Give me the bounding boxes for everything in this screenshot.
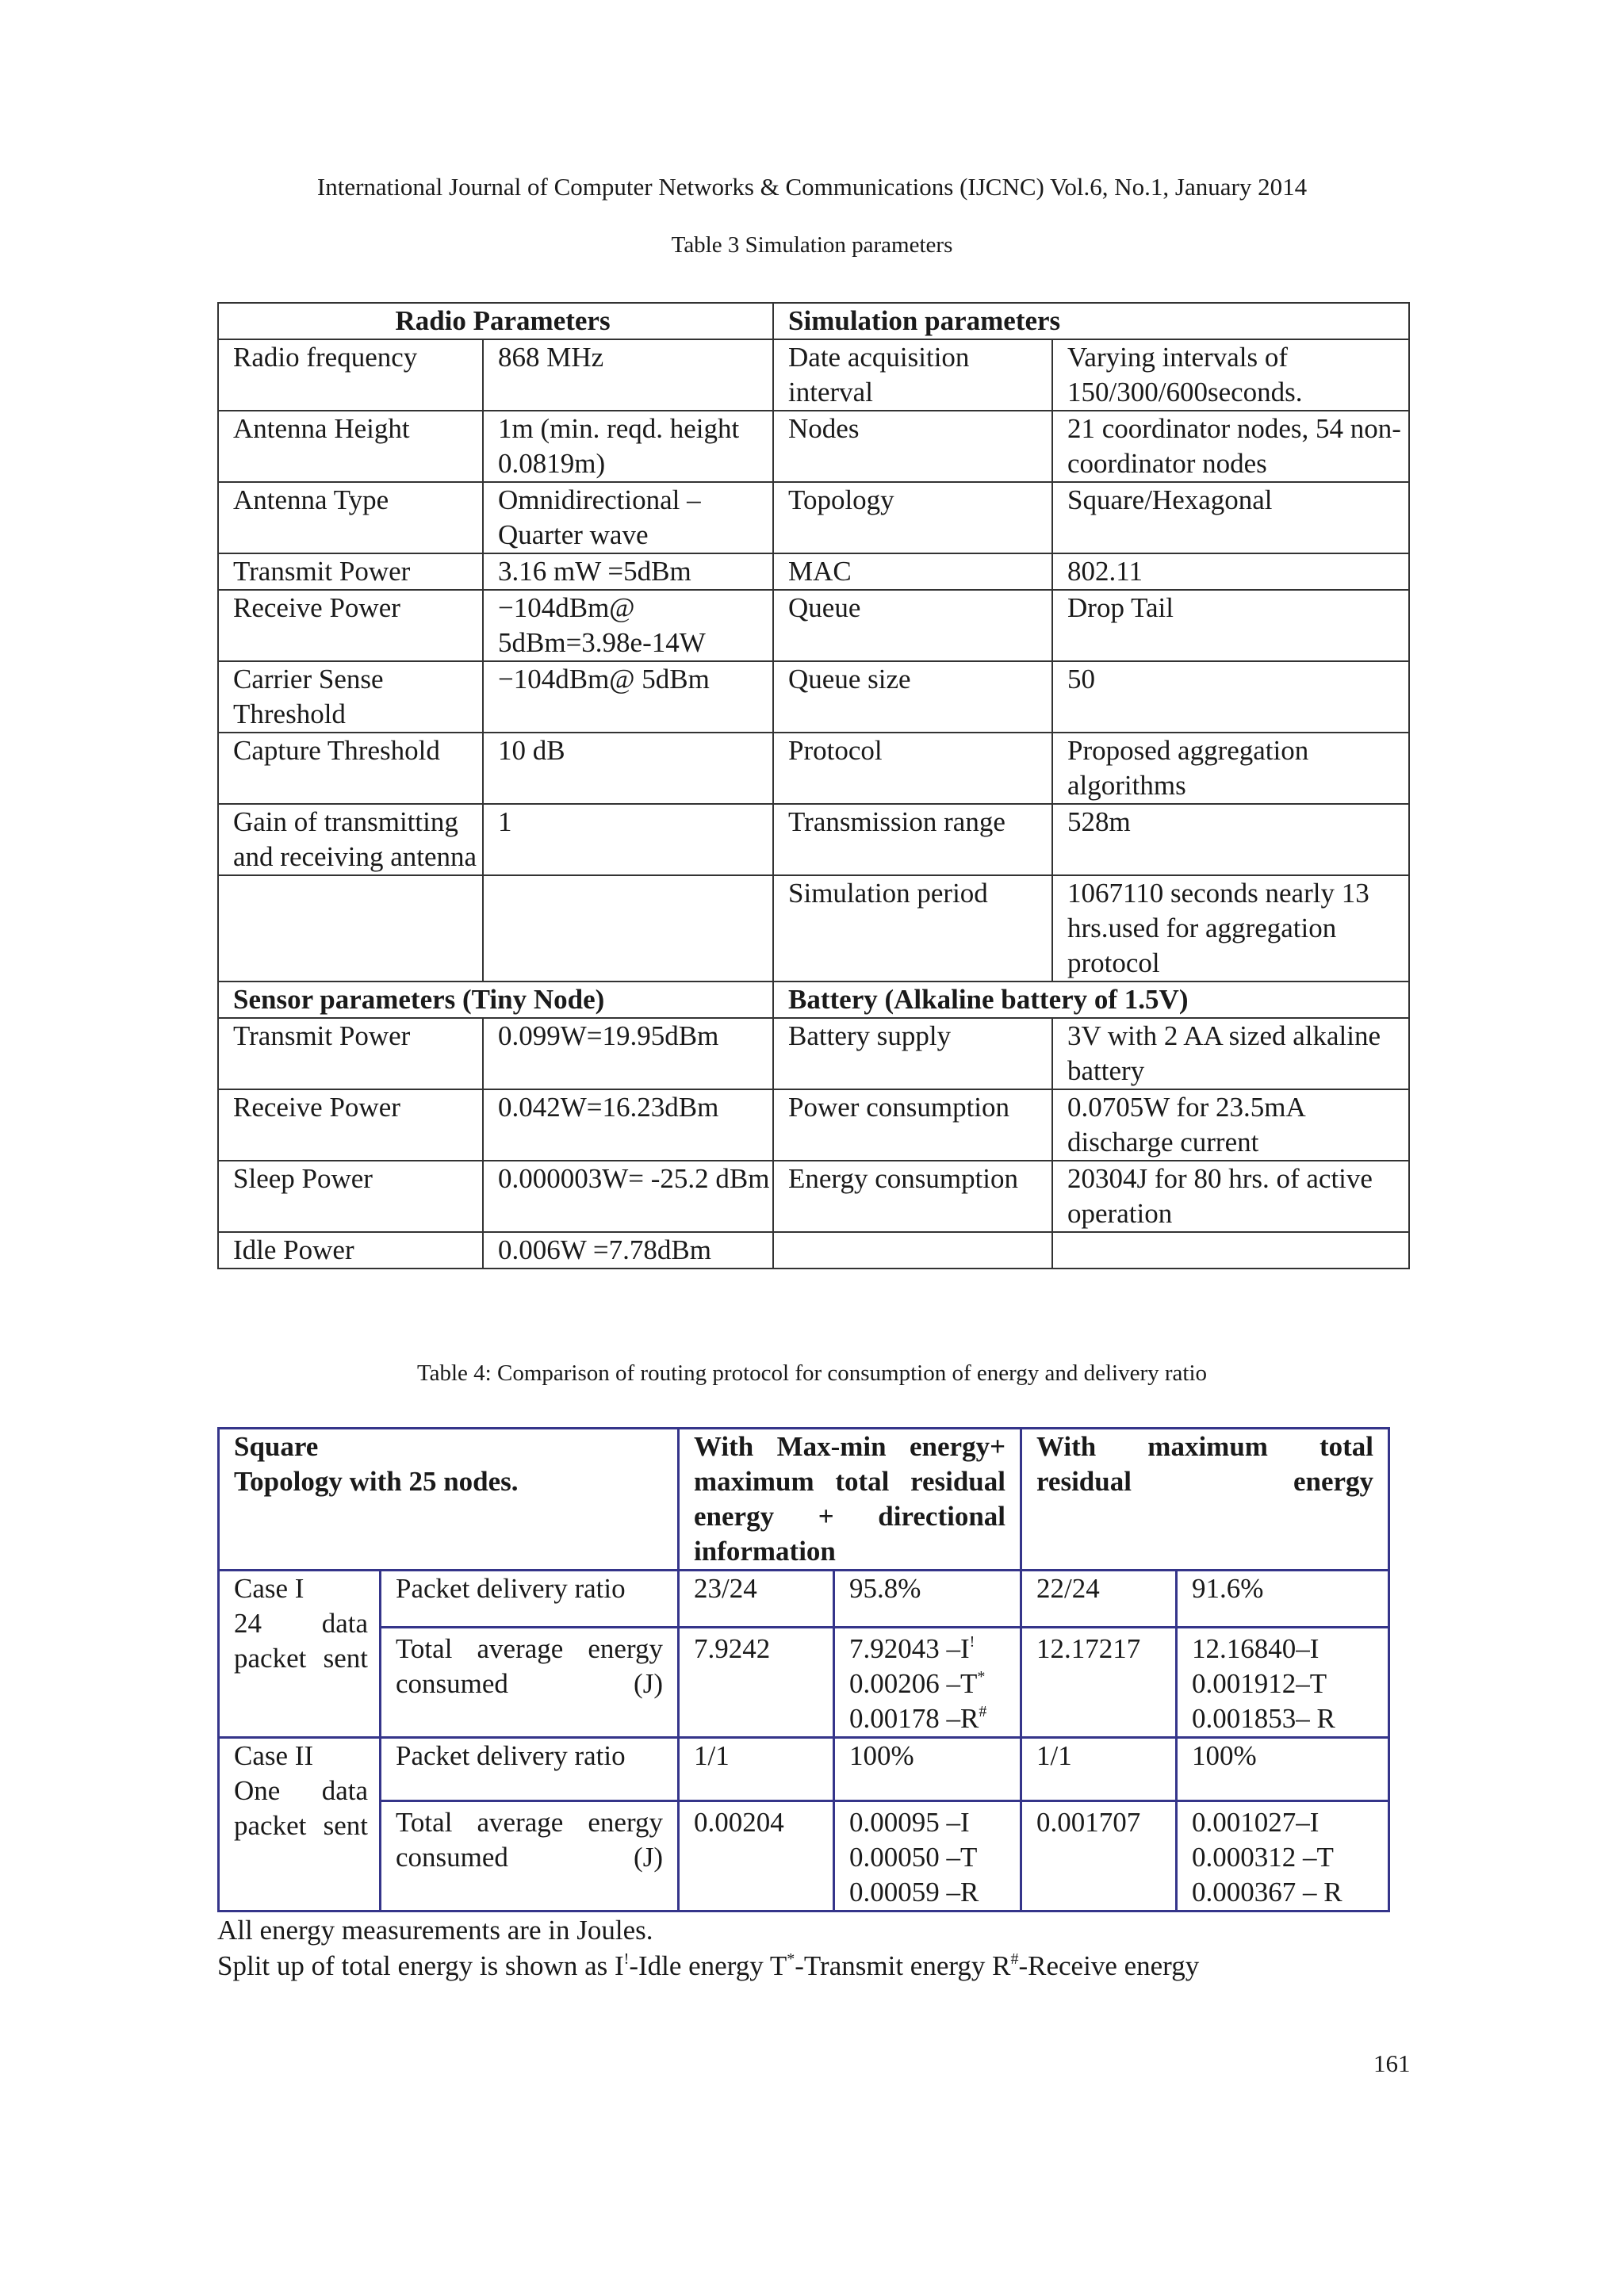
table-header-row: [218, 303, 1409, 339]
table-cell: Simulation period: [773, 875, 1052, 982]
table-cell: Power consumption: [773, 1089, 1052, 1161]
split-idle: 0.001027–I: [1192, 1807, 1320, 1838]
case2-pdr-a-pct: 100%: [834, 1738, 1021, 1801]
table-cell: 868 MHz: [483, 339, 773, 411]
split-transmit: 0.00050 –T: [849, 1842, 978, 1873]
table-cell: Battery supply: [773, 1018, 1052, 1089]
table-row: [218, 553, 1409, 590]
table-cell: 1: [483, 804, 773, 875]
note-split: Split up of total energy is shown as I!-Idle energy T*-Transmit energy R#-Receive energy: [217, 1950, 1200, 1981]
table4-header-row: [219, 1429, 1389, 1571]
table-cell: [483, 875, 773, 982]
table-cell: Proposed aggregation algorithms: [1052, 733, 1409, 804]
case2-pdr-label: Packet delivery ratio: [381, 1738, 679, 1801]
table3-section-head: Battery (Alkaline battery of 1.5V): [773, 982, 1409, 1018]
table-cell: 0.042W=16.23dBm: [483, 1089, 773, 1161]
case1-pdr-label: Packet delivery ratio: [381, 1571, 679, 1628]
routing-comparison-table: [217, 1427, 1390, 1912]
table-cell: Receive Power: [218, 1089, 483, 1161]
table-cell: Transmit Power: [218, 553, 483, 590]
table3-section-head: Simulation parameters: [773, 303, 1409, 339]
table-cell: Transmit Power: [218, 1018, 483, 1089]
table-cell: Omnidirectional – Quarter wave: [483, 482, 773, 553]
table-cell: Receive Power: [218, 590, 483, 661]
table-cell: Date acquisition interval: [773, 339, 1052, 411]
table-row: [218, 339, 1409, 411]
table-cell: [218, 875, 483, 982]
table-cell: Antenna Height: [218, 411, 483, 482]
table-row: [219, 1738, 1389, 1801]
table-row: [219, 1801, 1389, 1911]
table-cell: Gain of transmitting and receiving antenna: [218, 804, 483, 875]
table4-notes: [217, 1912, 1199, 1984]
table-row: [218, 733, 1409, 804]
case1-pdr-a-pct: 95.8%: [834, 1571, 1021, 1628]
case2-pdr-b-pct: 100%: [1177, 1738, 1389, 1801]
table-cell: Carrier Sense Threshold: [218, 661, 483, 733]
table-cell: 0.0705W for 23.5mA discharge current: [1052, 1089, 1409, 1161]
table3-body: [218, 303, 1409, 1269]
case1-split-b: [1177, 1628, 1389, 1738]
table-cell: 3.16 mW =5dBm: [483, 553, 773, 590]
case2-pdr-b: 1/1: [1021, 1738, 1177, 1801]
table-row: [218, 1089, 1409, 1161]
table4-head-maxtotal: With maximum total residual energy: [1021, 1429, 1389, 1571]
page-number: 161: [1373, 2049, 1411, 2077]
table-row: [218, 875, 1409, 982]
table-cell: 50: [1052, 661, 1409, 733]
table-row: [218, 590, 1409, 661]
table-cell: 21 coordinator nodes, 54 non- coordinator nodes: [1052, 411, 1409, 482]
table-cell: 20304J for 80 hrs. of active operation: [1052, 1161, 1409, 1232]
case2-split-b: [1177, 1801, 1389, 1911]
table-cell: −104dBm@ 5dBm: [483, 661, 773, 733]
case1-pdr-a: 23/24: [679, 1571, 834, 1628]
case1-energy-a: 7.9242: [679, 1628, 834, 1738]
table-cell: −104dBm@ 5dBm=3.98e-14W: [483, 590, 773, 661]
table-cell: Queue: [773, 590, 1052, 661]
table-row: [219, 1628, 1389, 1738]
note-units: All energy measurements are in Joules.: [217, 1915, 653, 1946]
split-transmit: 0.001912–T: [1192, 1668, 1327, 1699]
table3-section-head: Sensor parameters (Tiny Node): [218, 982, 773, 1018]
case1-split-a: [834, 1628, 1021, 1738]
table-row: [218, 482, 1409, 553]
table-cell: Queue size: [773, 661, 1052, 733]
case1-title: Case I: [234, 1573, 304, 1604]
head-topology: Topology with 25 nodes.: [234, 1466, 519, 1497]
case2-energy-b: 0.001707: [1021, 1801, 1177, 1911]
table3-caption: Table 3 Simulation parameters: [671, 232, 953, 258]
table-row: [218, 661, 1409, 733]
case2-split-a: [834, 1801, 1021, 1911]
table-cell: 1m (min. reqd. height 0.0819m): [483, 411, 773, 482]
case2-pdr-a: 1/1: [679, 1738, 834, 1801]
case1-pdr-b: 22/24: [1021, 1571, 1177, 1628]
table4-caption: Table 4: Comparison of routing protocol for consumption of energy and delivery ratio: [416, 1360, 1208, 1386]
split-receive: 0.001853– R: [1192, 1703, 1335, 1734]
table-cell: Sleep Power: [218, 1161, 483, 1232]
table-row: [218, 1018, 1409, 1089]
split-idle: 12.16840–I: [1192, 1633, 1320, 1664]
table-cell: Varying intervals of 150/300/600seconds.: [1052, 339, 1409, 411]
table-cell: 0.000003W= -25.2 dBm: [483, 1161, 773, 1232]
table-cell: Topology: [773, 482, 1052, 553]
table-row: [218, 411, 1409, 482]
table-row: [218, 1161, 1409, 1232]
table-cell: 1067110 seconds nearly 13 hrs.used for aggregation protocol: [1052, 875, 1409, 982]
table-cell: Protocol: [773, 733, 1052, 804]
table3-section-head: Radio Parameters: [218, 303, 773, 339]
case2-energy-a: 0.00204: [679, 1801, 834, 1911]
table-cell: Nodes: [773, 411, 1052, 482]
case2-label: [219, 1738, 381, 1911]
table-cell: 10 dB: [483, 733, 773, 804]
split-idle: 0.00095 –I: [849, 1807, 970, 1838]
table-cell: Radio frequency: [218, 339, 483, 411]
case1-pdr-b-pct: 91.6%: [1177, 1571, 1389, 1628]
table-cell: [1052, 1232, 1409, 1269]
split-transmit: 0.00206 –T*: [849, 1668, 986, 1699]
table-row: [219, 1571, 1389, 1628]
table-header-row: [218, 982, 1409, 1018]
case1-desc: 24 data packet sent: [234, 1608, 368, 1674]
table-cell: 528m: [1052, 804, 1409, 875]
split-receive: 0.000367 – R: [1192, 1877, 1342, 1908]
table4-head-topology: [219, 1429, 679, 1571]
running-header: International Journal of Computer Networks & Communications (IJCNC) Vol.6, No.1, January 2014: [316, 173, 1308, 201]
table-cell: 3V with 2 AA sized alkaline battery: [1052, 1018, 1409, 1089]
simulation-parameters-table: [217, 302, 1410, 1269]
table-cell: Idle Power: [218, 1232, 483, 1269]
table-cell: 0.099W=19.95dBm: [483, 1018, 773, 1089]
table-cell: Antenna Type: [218, 482, 483, 553]
split-transmit: 0.000312 –T: [1192, 1842, 1334, 1873]
case2-desc: One data packet sent: [234, 1775, 368, 1841]
table-cell: Energy consumption: [773, 1161, 1052, 1232]
table-row: [218, 1232, 1409, 1269]
table-cell: Square/Hexagonal: [1052, 482, 1409, 553]
table-cell: Capture Threshold: [218, 733, 483, 804]
case1-label: [219, 1571, 381, 1738]
split-idle: 7.92043 –I!: [849, 1633, 975, 1664]
table-cell: [773, 1232, 1052, 1269]
case1-energy-label: Total average energy consumed (J): [381, 1628, 679, 1738]
case2-title: Case II: [234, 1740, 314, 1771]
split-receive: 0.00178 –R#: [849, 1703, 987, 1734]
table-cell: MAC: [773, 553, 1052, 590]
table-row: [218, 804, 1409, 875]
case1-energy-b: 12.17217: [1021, 1628, 1177, 1738]
table4-head-maxmin: With Max-min energy+ maximum total residual energy + directional information: [679, 1429, 1021, 1571]
split-receive: 0.00059 –R: [849, 1877, 979, 1908]
table-cell: Transmission range: [773, 804, 1052, 875]
case2-energy-label: Total average energy consumed (J): [381, 1801, 679, 1911]
table-cell: Drop Tail: [1052, 590, 1409, 661]
table-cell: 802.11: [1052, 553, 1409, 590]
table-cell: 0.006W =7.78dBm: [483, 1232, 773, 1269]
head-square: Square: [234, 1431, 319, 1462]
